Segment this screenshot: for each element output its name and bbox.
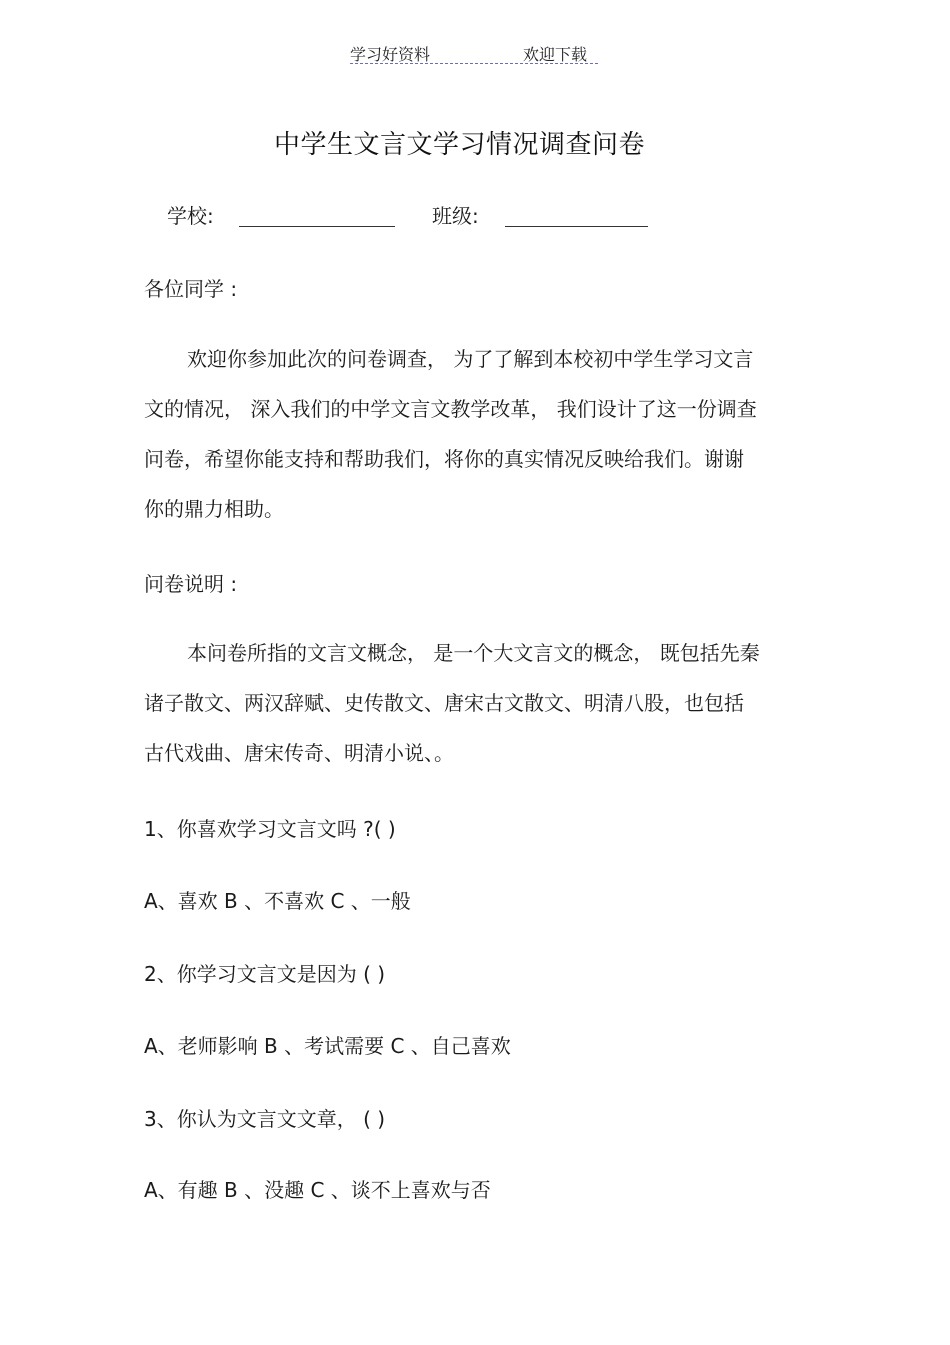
notes-line: 古代戏曲、唐宋传奇、明清小说、。 — [144, 741, 454, 765]
class-label: 班级: — [432, 204, 479, 228]
intro-line: 问卷，希望你能支持和帮助我们，将你的真实情况反映给我们。谢谢 — [144, 447, 744, 471]
header-divider — [350, 63, 598, 64]
school-label: 学校: — [167, 204, 214, 228]
school-blank-line — [239, 226, 395, 227]
question-2-options: A、老师影响 B 、考试需要 C 、自己喜欢 — [144, 1034, 511, 1058]
question-1: 1、你喜欢学习文言文吗 ?( ) — [144, 817, 396, 841]
page-title: 中学生文言文学习情况调查问卷 — [274, 130, 646, 160]
question-2: 2、你学习文言文是因为 ( ) — [144, 962, 386, 986]
header-right-text: 欢迎下载 — [523, 45, 588, 64]
intro-paragraph — [144, 334, 757, 534]
intro-line: 文的情况， 深入我们的中学文言文教学改革， 我们设计了这一份调查 — [144, 397, 757, 421]
question-3: 3、你认为文言文文章， ( ) — [144, 1107, 386, 1131]
greeting: 各位同学 : — [144, 277, 238, 301]
notes-paragraph — [144, 628, 760, 778]
intro-line: 你的鼎力相助。 — [144, 497, 284, 521]
notes-line: 本问卷所指的文言文概念， 是一个大文言文的概念， 既包括先秦 — [187, 641, 760, 665]
class-blank-line — [505, 226, 648, 227]
header-left-text: 学习好资料 — [350, 45, 431, 64]
notes-line: 诸子散文、两汉辞赋、史传散文、唐宋古文散文、明清八股，也包括 — [144, 691, 744, 715]
question-3-options: A、有趣 B 、没趣 C 、谈不上喜欢与否 — [144, 1178, 491, 1202]
question-1-options: A、喜欢 B 、不喜欢 C 、一般 — [144, 889, 411, 913]
notes-heading: 问卷说明 : — [144, 572, 238, 596]
intro-line: 欢迎你参加此次的问卷调查， 为了了解到本校初中学生学习文言 — [187, 347, 754, 371]
